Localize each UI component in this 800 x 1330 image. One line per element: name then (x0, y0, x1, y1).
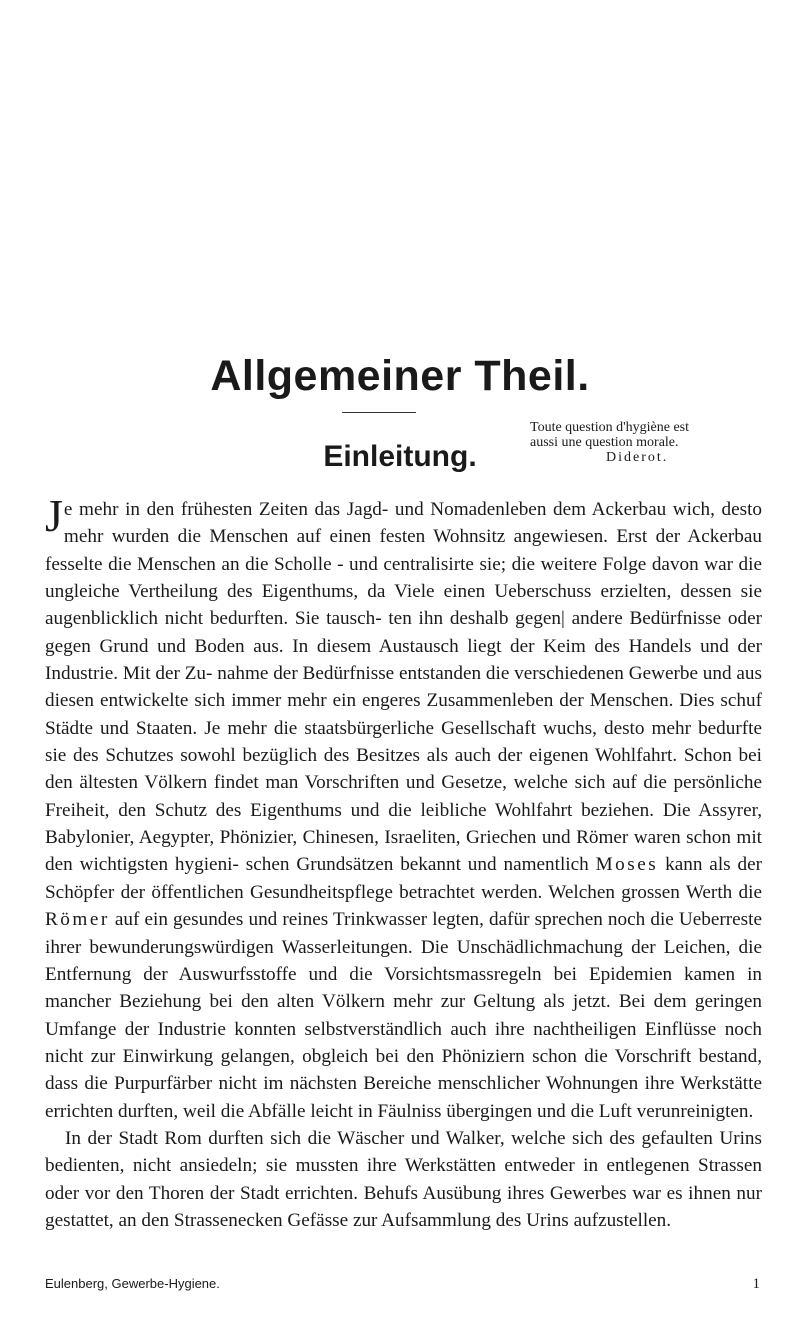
epigraph-author: Diderot. (606, 450, 669, 465)
name-moses: Moses (595, 854, 659, 876)
paragraph-1-text-b: kann als der Schöpfer der öffentlichen Gesundheitspflege betrachtet werden. Welchen grossen Werth die (45, 854, 763, 903)
page-number: 1 (752, 1276, 760, 1292)
epigraph-line-1: Toute question d'hygiène est (530, 420, 690, 435)
paragraph-1 (45, 490, 763, 1125)
name-roemer: Römer (45, 909, 110, 931)
page-footer (45, 1276, 762, 1291)
section-title: Einleitung. (323, 440, 477, 473)
paragraph-1-text-c: auf ein gesundes und reines Trinkwasser legten, dafür sprechen noch die Ueberreste ihrer bewunderungswürdigen Wasserleitungen. Die Unschädlichmachung der Leichen, die Entfernung der Auswurfsstoffe und die Vorsichtsmassregeln bei Epidemien kamen in mancher Beziehung bei den alten Völkern mehr zur Geltung als jetzt. Bei dem geringen Umfange der Industrie konnten selbstverständlich auch ihre nachtheiligen Einflüsse noch nicht zur Einwirkung gelangen, obgleich bei den Phöniziern schon die Vorschrift bestand, dass die Purpurfärber nicht im nächsten Bereiche menschlicher Wohnungen ihre Werkstätte errichten durften, weil die Abfälle leicht in Fäulniss übergingen und die Luft verunreinigten. (45, 909, 762, 1122)
paragraph-1-text-a: e mehr in den frühesten Zeiten das Jagd- und Nomadenleben dem Ackerbau wich, desto mehr wurden die Menschen auf einen festen Wohnsitz angewiesen. Erst der Ackerbau fesselte die Menschen an die Scholle - und centralisirte sie; die weitere Folge davon war die ungleiche Vertheilung des Eigenthums, da Viele einen Ueberschuss erzielten, dessen sie augenblicklich nicht bedurften. Sie tausch- ten ihn deshalb gegen| andere Bedürfnisse oder gegen Grund und Boden aus. In diesem Austausch liegt der Keim des Handels und der Industrie. Mit der Zu- nahme der Bedürfnisse entstanden die verschiedenen Gewerbe und aus diesen entwickelte sich immer mehr ein engeres Zusammenleben der Menschen. Dies schuf Städte und Staaten. Je mehr die staatsbürgerliche Gesellschaft wuchs, desto mehr bedurfte sie des Schutzes sowohl bezüglich des Besitzes als auch der eigenen Wohlfahrt. Schon bei den ältesten Völkern findet man Vorschriften und Gesetze, welche sich auf die persönliche Freiheit, den Schutz des Eigenthums und die leibliche Wohlfahrt beziehen. Die Assyrer, Babylonier, Aegypter, Phönizier, Chinesen, Israeliten, Griechen und Römer waren schon mit den wichtigsten hygieni- schen Grundsätzen bekannt und namentlich (45, 499, 762, 876)
title-divider (342, 412, 416, 413)
body-text (45, 490, 763, 1234)
paragraph-2: In der Stadt Rom durften sich die Wäscher und Walker, welche sich des gefaulten Urins bedienten, nicht ansiedeln; sie mussten ihre Werkstätten entweder in entlegenen Strassen oder vor den Thoren der Stadt errichten. Behufs Ausübung ihres Gewerbes war es ihnen nur gestattet, an den Strassenecken Gefässe zur Aufsammlung des Urins aufzustellen. (45, 1127, 762, 1231)
part-title: Allgemeiner Theil. (210, 352, 590, 400)
drop-cap: J (45, 490, 63, 541)
running-title: Eulenberg, Gewerbe-Hygiene. (45, 1276, 220, 1291)
epigraph-line-2: aussi une question morale. (530, 435, 679, 450)
